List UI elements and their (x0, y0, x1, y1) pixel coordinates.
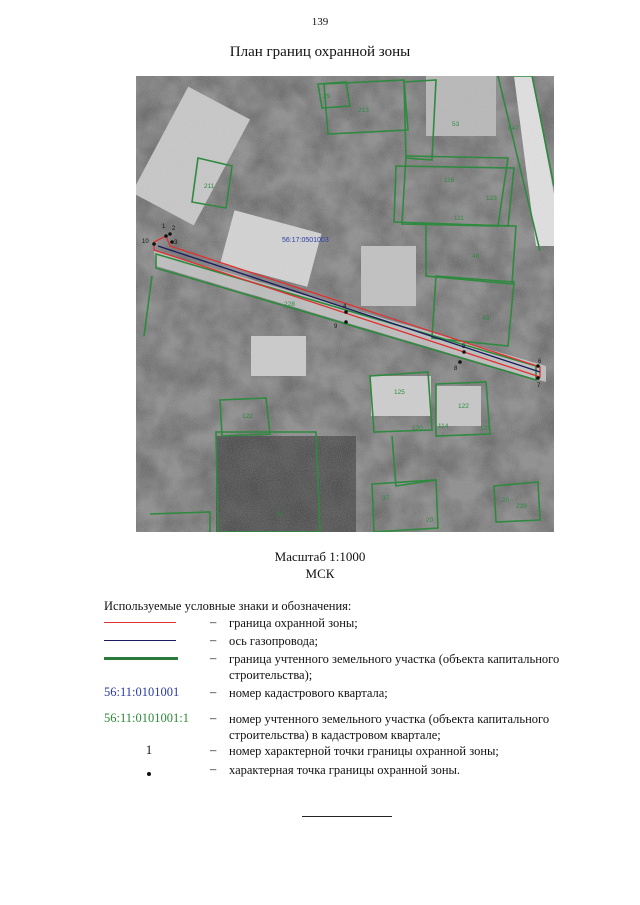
parcel-label: 31 (276, 511, 284, 518)
parcel-label: 29 (323, 93, 331, 100)
point-number: 7 (537, 383, 541, 389)
parcel-label: 211 (204, 183, 215, 190)
point-number: 1 (162, 224, 166, 230)
zone-point (536, 376, 540, 380)
scale-block (0, 548, 640, 582)
parcel-label: 20 (426, 517, 434, 524)
legend-dash: – (210, 651, 217, 665)
legend-quarter-symbol: 56:11:0101001 (104, 685, 180, 699)
zone-point (462, 350, 466, 354)
legend-point-number-symbol: 1 (145, 743, 153, 757)
parcel-label: 111 (454, 215, 464, 222)
legend-dash: – (210, 762, 217, 776)
point-number: 9 (334, 324, 338, 330)
legend-point-symbol (104, 766, 194, 776)
point-number: 4 (343, 304, 347, 310)
parcel-label: 116 (444, 177, 455, 184)
parcel-label: 239 (516, 503, 527, 510)
parcel-label: 123 (486, 195, 497, 202)
legend-desc: ось газопровода; (229, 634, 319, 648)
parcel-label: 213 (358, 107, 369, 114)
scale-label: Масштаб 1:1000 (274, 549, 366, 564)
zone-point (152, 242, 156, 246)
map-canvas (136, 76, 554, 532)
parcel-label: 120 (412, 425, 423, 432)
parcel-label: 122 (242, 413, 253, 420)
parcel-label: 125 (394, 389, 405, 396)
parcel-label: 122 (458, 403, 469, 410)
point-number: 6 (538, 359, 542, 365)
parcel-label: 48 (472, 253, 480, 260)
zone-point (458, 360, 462, 364)
legend-dash: – (210, 615, 217, 629)
coordinate-system: МСК (305, 566, 335, 581)
legend-parcel-line (104, 657, 199, 660)
parcel-label: 114 (438, 423, 449, 430)
page-title: План границ охранной зоны (229, 44, 411, 60)
legend-dash: – (210, 743, 217, 757)
point-number: 2 (172, 226, 176, 232)
zone-point (168, 232, 172, 236)
point-number: 5 (462, 344, 466, 350)
legend-dash: – (210, 685, 217, 699)
zone-point (344, 320, 348, 324)
legend-desc: граница охранной зоны; (229, 616, 358, 630)
legend-heading: Используемые условные знаки и обозначения: (104, 599, 352, 613)
point-number: 10 (142, 239, 149, 245)
parcel-label: 228 (284, 301, 295, 308)
parcel-label: 37 (382, 495, 390, 502)
legend-desc: граница учтенного земельного участка (объекта капитального строительства); (229, 652, 560, 682)
legend-desc: характерная точка границы охранной зоны. (229, 763, 461, 777)
legend-desc: номер кадастрового квартала; (229, 686, 388, 700)
legend-parcel-symbol: 56:11:0101001:1 (104, 711, 189, 725)
parcel-label: 847 (508, 125, 519, 132)
legend-axis-line (104, 640, 199, 641)
zone-point (344, 310, 348, 314)
legend-desc: номер учтенного земельного участка (объекта капитального строительства) в кадастровом квартале; (229, 712, 550, 742)
zone-point (164, 234, 168, 238)
legend-zone-line (104, 622, 199, 623)
parcel-label: 125 (480, 425, 491, 432)
parcel-label: 53 (452, 121, 460, 128)
legend-dash: – (210, 711, 217, 725)
parcel-label: 20 (502, 497, 510, 504)
point-number: 8 (454, 366, 458, 372)
footer-rule (302, 816, 392, 817)
point-number: 3 (174, 240, 178, 246)
legend-desc: номер характерной точки границы охранной зоны; (229, 744, 499, 758)
boundary-map (136, 76, 554, 532)
legend-dash: – (210, 633, 217, 647)
parcel-label: 43 (482, 315, 490, 322)
cadastral-quarter-label: 56:17:0501003 (282, 237, 329, 244)
page-number: 139 (311, 16, 329, 28)
